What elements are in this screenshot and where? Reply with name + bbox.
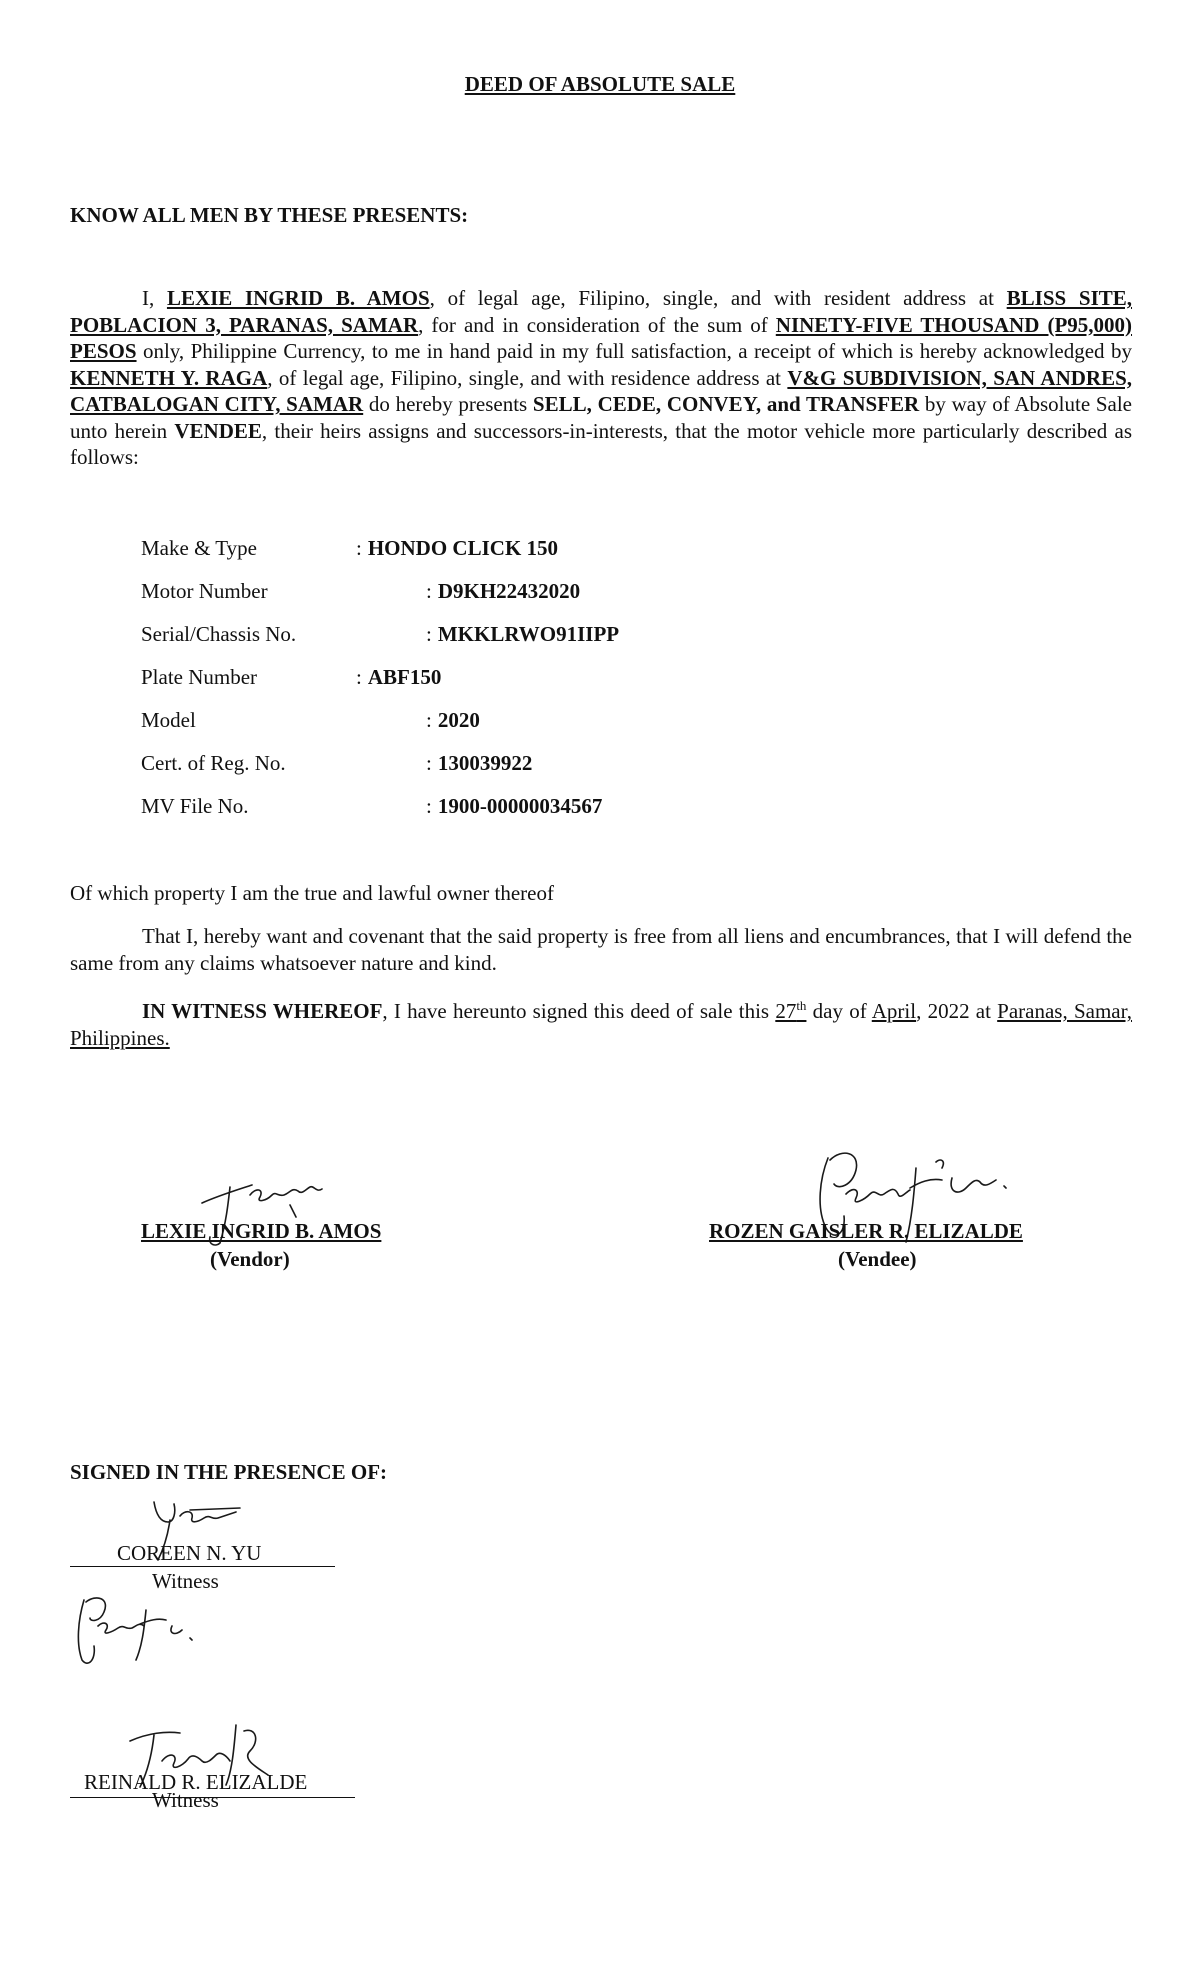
vendor-name-inline: LEXIE INGRID B. AMOS <box>166 286 430 310</box>
opening-heading: KNOW ALL MEN BY THESE PRESENTS: <box>70 203 469 227</box>
sale-amount: NINETY-FIVE THOUSAND (P95,000) PESOS <box>70 312 1133 363</box>
p1-text-c: , for and in consideration of the sum of <box>418 312 776 337</box>
vendor-signature-name: LEXIE INGRID B. AMOS <box>141 1219 382 1243</box>
p1-text-g: by way of Absolute Sale unto herein <box>70 392 1133 443</box>
vehicle-value: : HONDO CLICK 150 <box>356 536 559 560</box>
vendee-role: (Vendee) <box>838 1247 917 1271</box>
witness-1-line <box>70 1566 335 1567</box>
covenant-paragraph: That I, hereby want and covenant that the said property is free from all liens and encumbrances, that I will defend the same from any claims whatsoever nature and kind. <box>70 924 1132 975</box>
vehicle-label: Motor Number <box>141 579 268 603</box>
main-paragraph <box>70 285 1132 471</box>
vehicle-row-make <box>141 536 1041 566</box>
vehicle-label: Make & Type <box>141 536 257 560</box>
witness-1-role: Witness <box>152 1569 219 1593</box>
sell-terms: SELL, CEDE, CONVEY, and TRANSFER <box>532 392 920 416</box>
witness-1-name: COREEN N. YU <box>117 1541 262 1565</box>
vehicle-row-model <box>141 708 1041 738</box>
ownership-statement: Of which property I am the true and lawful owner thereof <box>70 881 554 905</box>
p1-text-a: I, <box>142 286 167 310</box>
vendor-role: (Vendor) <box>210 1247 290 1271</box>
p1-text-d: only, Philippine Currency, to me in hand paid in my full satisfaction, a receipt of which is hereby acknowledged by <box>136 339 1132 363</box>
witness-2-role: Witness <box>152 1788 219 1812</box>
sale-month: April <box>871 999 917 1023</box>
vehicle-value: : 2020 <box>426 708 480 732</box>
p1-text-h: , their heirs assigns and successors-in-interests, that the motor vehicle more particularly described as follows: <box>70 418 1132 469</box>
witness-2-name: REINALD R. ELIZALDE <box>84 1770 308 1794</box>
vendee-word: VENDEE <box>174 418 262 443</box>
p1-text-f: do hereby presents <box>363 392 533 416</box>
buyer-name: KENNETH Y. RAGA <box>70 365 268 390</box>
vehicle-row-cert <box>141 751 1041 781</box>
vehicle-row-serial <box>141 622 1041 652</box>
sale-day: 27th <box>775 998 807 1023</box>
sale-place: Paranas, Samar, Philippines. <box>70 999 1133 1050</box>
vehicle-value: : 1900-00000034567 <box>426 794 603 818</box>
vehicle-label: Plate Number <box>141 665 258 689</box>
p1-text-b: , of legal age, Filipino, single, and with resident address at <box>429 286 1007 310</box>
vehicle-row-mvfile <box>141 794 1041 824</box>
vehicle-label: Model <box>141 708 196 732</box>
vehicle-value: : MKKLRWO91IIPP <box>426 622 620 646</box>
vehicle-value: : D9KH22432020 <box>426 579 581 603</box>
p1-text-e: , of legal age, Filipino, single, and with residence address at <box>267 365 788 390</box>
presence-heading: SIGNED IN THE PRESENCE OF: <box>70 1460 388 1484</box>
vendee-cosignature <box>62 1590 202 1670</box>
buyer-address: V&G SUBDIVISION, SAN ANDRES, CATBALOGAN CITY, SAMAR <box>70 365 1133 416</box>
vehicle-label: MV File No. <box>141 794 249 818</box>
vendee-signature-name: ROZEN GAISLER R. ELIZALDE <box>709 1219 1023 1243</box>
vehicle-row-motor <box>141 579 1041 609</box>
vehicle-label: Serial/Chassis No. <box>141 622 297 646</box>
witness-clause: IN WITNESS WHEREOF, I have hereunto signed this deed of sale this 27th day of April, 2022 at Paranas, Samar, Philippines. <box>70 998 1133 1050</box>
document-title: DEED OF ABSOLUTE SALE <box>464 72 736 96</box>
vehicle-value: : ABF150 <box>356 665 442 689</box>
vehicle-row-plate <box>141 665 1041 695</box>
vehicle-label: Cert. of Reg. No. <box>141 751 286 775</box>
vehicle-value: : 130039922 <box>426 751 533 775</box>
vendor-address: BLISS SITE, POBLACION 3, PARANAS, SAMAR <box>70 286 1133 337</box>
